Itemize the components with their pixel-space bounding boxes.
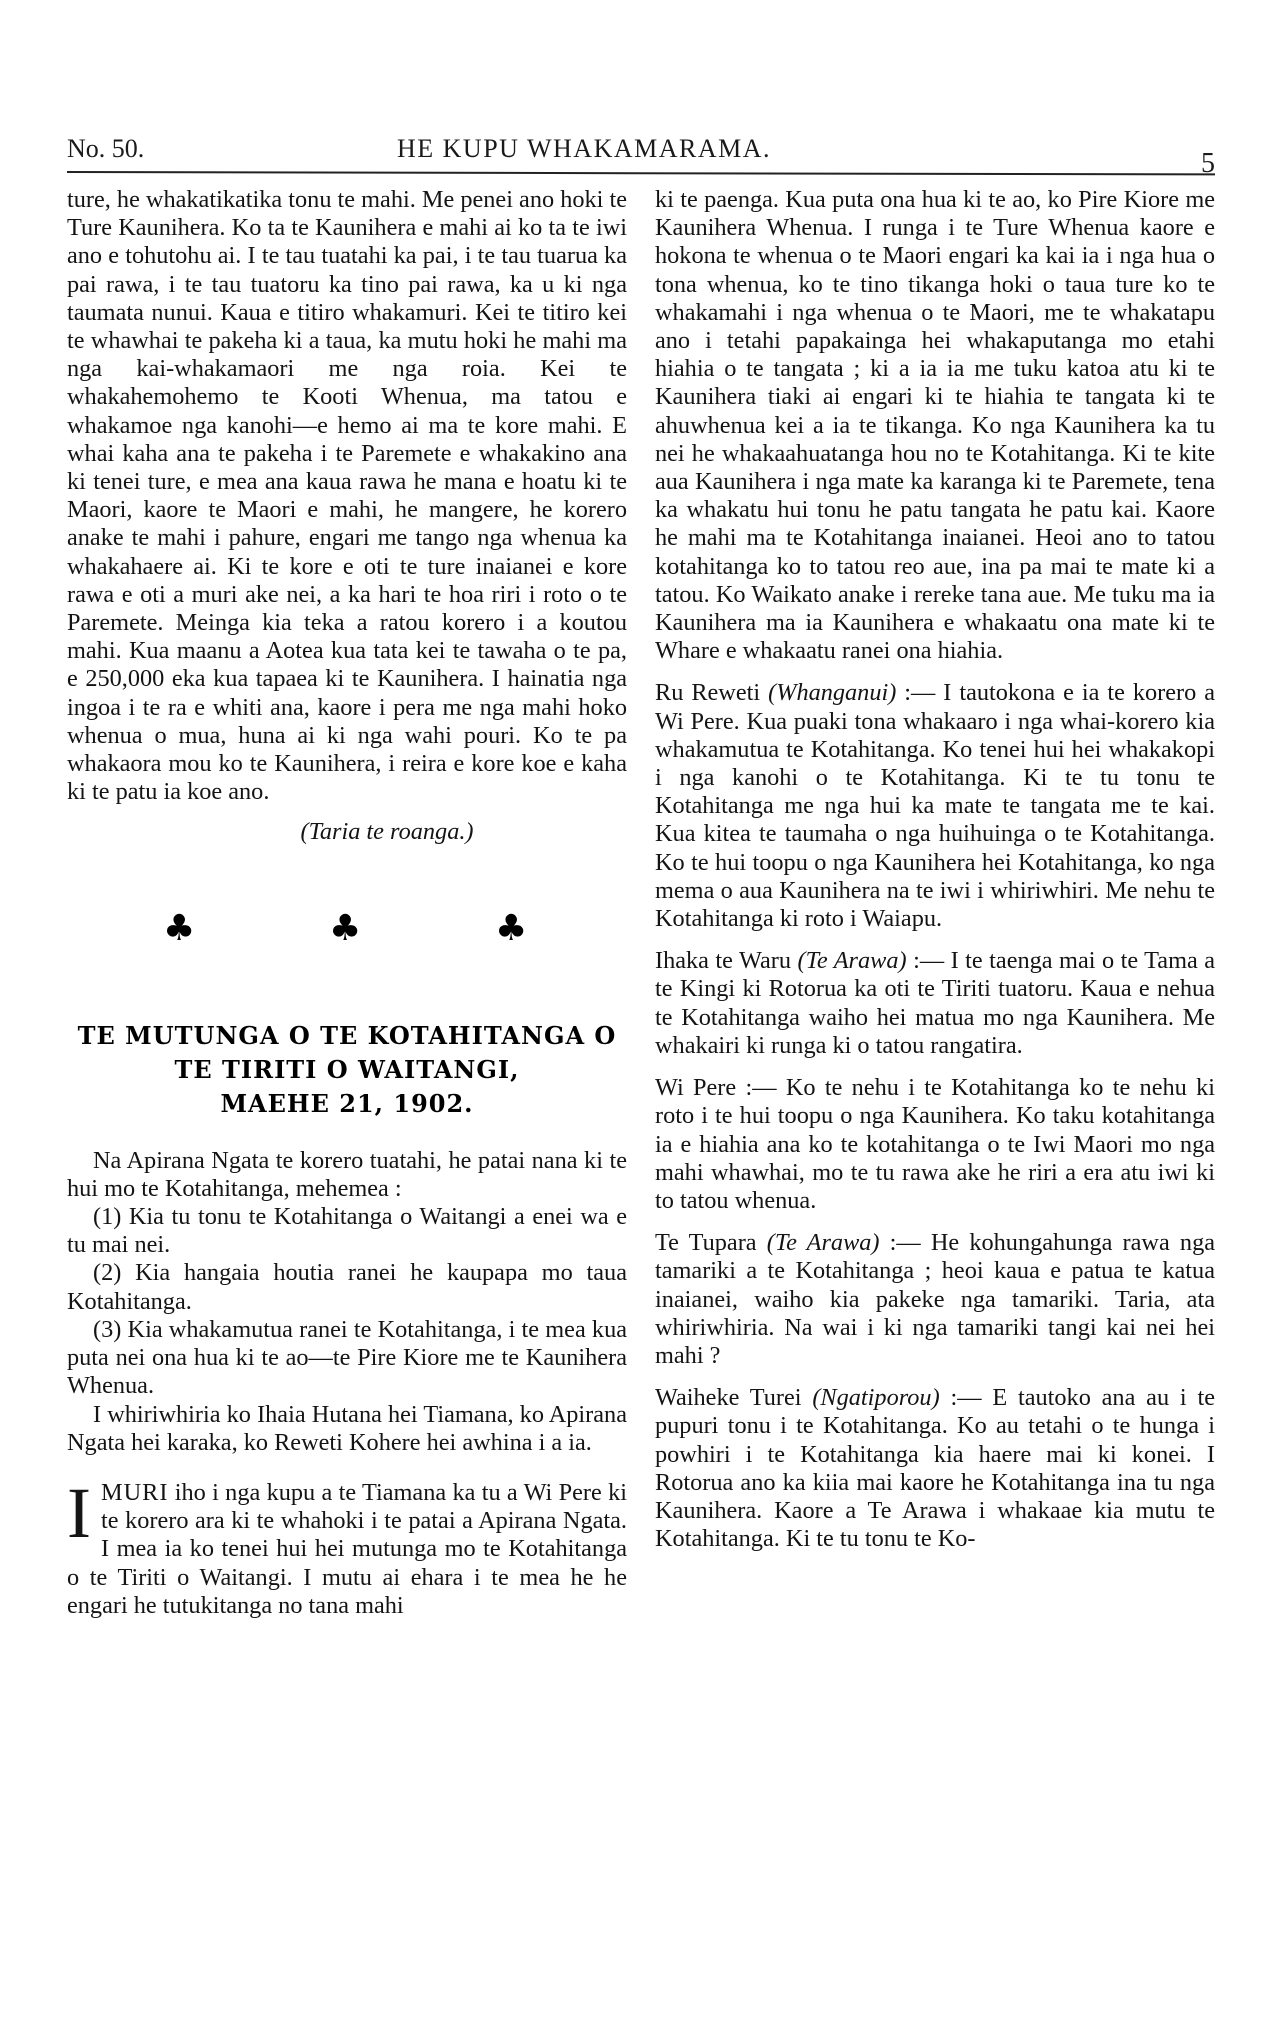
speech-text: I tautokona e ia te korero a Wi Pere. Kua puaki tona whakaaro i nga whai-korero kia whakamutua te Kotahitanga. Ko tenei hui hei whakakopi i nga kanohi o te Kotahitanga. Ki te tu tonu te Kotahitanga me nga hui ka mate te tangata me te kai. Kua kitea te taumaha o nga huihuinga o te Kotahitanga. Ko te hui toopu o nga Kaunihera hei Kotahitanga, ko nga mema o aua Kaunihera na te iwi i whiriwhiri. Me nehu te Kotahitanga ki roto i Waiapu. bbox=[655, 679, 1215, 933]
speaker-name: Waiheke Turei bbox=[655, 1384, 802, 1412]
clover-icon: ♣ bbox=[163, 907, 196, 949]
dropcap-paragraph bbox=[67, 1472, 627, 1620]
speaker-name: Ru Reweti bbox=[655, 679, 761, 707]
right-column bbox=[655, 186, 1215, 1553]
publication-title: HE KUPU WHAKAMARAMA. bbox=[397, 134, 772, 163]
page-number: 5 bbox=[1201, 148, 1215, 179]
speech-separator: :— bbox=[939, 1384, 993, 1412]
speaker-tribe: (Te Arawa) bbox=[766, 1229, 880, 1257]
headline-line: TE TIRITI O WAITANGI, bbox=[174, 1054, 520, 1084]
continuation-paragraph: ki te paenga. Kua puta ona hua ki te ao, ko Pire Kiore me Kaunihera Whenua. I runga i te Ture Whenua kaore e hokona te whenua o te Maori engari ka kai ia i nga hua o tona whenua, ko te tino tikanga hoki o taua ture ko te whakamahi i nga whenua o te Maori, me te whakatapu ano i tetahi papakainga hei whakaputanga mo etahi hiahia o te tangata ; ki a ia ia me tuku katoa atu ki te Kaunihera tiaki ai engari ki te hiahia te tangata ki te ahuwhenua kei a ia te tikanga. Ko nga Kaunihera ka tu nei he whakaahuatanga hou no te Kotahitanga. Ki te kite aua Kaunihera i nga mate ka karanga ki te Paremete, tena ka whakatu hui tonu he patu tangata he patu kai. Kaore he mahi ma te Kotahitanga inaianei. Heoi ano to tatou kotahitanga ko to tatou reo aue, ina pa mai te mate ki a tatou. Ko Waikato anake i rereke tana aue. Me tuku ma ia Kaunihera ma ia Kaunihera e whakaatu ona mate ki te Whare e whakaatu ranei ona hiahia. bbox=[655, 186, 1215, 665]
speech-separator: :— bbox=[879, 1229, 931, 1257]
question-item: (3) Kia whakamutua ranei te Kotahitanga, i te mea kua puta nei ona hua ki te ao—te Pire Kiore me te Kaunihera Whenua. bbox=[67, 1315, 627, 1400]
speaker-tribe: (Te Arawa) bbox=[797, 947, 907, 975]
question-item: (1) Kia tu tonu te Kotahitanga o Waitangi a enei wa e tu mai nei. bbox=[67, 1203, 627, 1259]
dropcap-lead-words: MURI bbox=[100, 1478, 169, 1506]
question-item: (2) Kia hangaia houtia ranei he kaupapa mo taua Kotahitanga. bbox=[67, 1259, 627, 1315]
intro-paragraph: Na Apirana Ngata te korero tuatahi, he patai nana ki te hui mo te Kotahitanga, mehemea : bbox=[67, 1146, 627, 1202]
speaker-name: Wi Pere bbox=[655, 1074, 737, 1102]
headline-line: MAEHE 21, 1902. bbox=[220, 1088, 474, 1118]
speech-paragraph bbox=[655, 679, 1215, 933]
speech-text: Ko te nehu i te Kotahitanga ko te nehu ki roto i te hui toopu o nga Kaunihera. Ko taku kotahitanga ia e hiahia ana ko te kotahitanga o te Iwi Maori mo nga mahi whawhai, mo te tu rawa ake he riri a era atu iwi ki to tatou whenua. bbox=[655, 1074, 1215, 1214]
clover-icon: ♣ bbox=[329, 907, 362, 949]
speaker-tribe: (Ngatiporou) bbox=[812, 1384, 940, 1412]
speech-paragraph bbox=[655, 947, 1215, 1060]
speech-separator: :— bbox=[736, 1074, 786, 1102]
issue-number: No. 50. bbox=[67, 134, 145, 163]
dropcap-paragraph-text: iho i nga kupu a te Tiamana ka tu a Wi Pere ki te korero ara ki te whahoki i te patai a Apirana Ngata. I mea ia ko tenei hui hei mutunga mo te Kotahitanga o te Tiriti o Waitangi. I mutu ai ehara i te mea he he engari he tutukitanga no tana mahi bbox=[67, 1478, 627, 1619]
speech-text: He kohungahunga rawa nga tamariki a te Kotahitanga ; heoi kaua e patua te katua inaianei, waiho kia pakeke nga tamariki. Taria, ata whiriwhiria. Na wai i ki nga tamariki tangi kai nei hei mahi ? bbox=[655, 1229, 1215, 1369]
speaker-name: Ihaka te Waru bbox=[655, 947, 792, 975]
clover-icon: ♣ bbox=[495, 907, 528, 949]
speaker-name: Te Tupara bbox=[655, 1229, 757, 1257]
drop-cap: I bbox=[67, 1472, 91, 1553]
speaker-tribe: (Whanganui) bbox=[768, 679, 897, 707]
ornament-row bbox=[67, 909, 627, 949]
speech-text: E tautoko ana au i te pupuri tonu i te Kotahitanga. Ko au tetahi o te hunga i powhiri i te Kotahitanga kia haere mai ki konei. I Rotorua ano ka kiia mai kaore he Kotahitanga ina tu nga Kaunihera. Kaore a Te Arawa i whakaae kia mutu te Kotahitanga. Ki te tu tonu te Ko- bbox=[655, 1384, 1215, 1553]
continuation-paragraph: ture, he whakatikatika tonu te mahi. Me penei ano hoki te Ture Kaunihera. Ko ta te Kaunihera e mahi ai ko ta te iwi ano e tohutohu ai. I te tau tuatahi ka pai, i te tau tuarua ka pai rawa, i te tau tuatoru ka tino pai rawa, ka u ki nga taumata nunui. Kaua e titiro whakamuri. Kei te titiro kei te whawhai te pakeha ki a taua, ka mutu hoki he mahi ma nga kai-whakamaori me nga roia. Kei te whakahemohemo te Kooti Whenua, ma tatou e whakamoe nga kanohi—e hemo ai ma te kore mahi. E whai kaha ana te pakeha i te Paremete e whakakino ana ki tenei ture, e mea ana kaua rawa he mana e hoatu ki te Maori, kaore te Maori e mahi, he mangere, he korero anake te mahi i pahure, engari me tango nga whenua ka whakahaere ai. Ki te kore e oti te ture inaianei e kore rawa e oti a muri ake nei, a ka hari te hoa riri i roto o te Paremete. Meinga kia teka a ratou korero i a koutou mahi. Kua maanu a Aotea kua tata kei te tawaha o te pa, e 250,000 eka kua tapaea ki te Kaunihera. I hainatia nga ingoa i te ra e whiti ana, kaore i pera me nga mahi hoko whenua o mua, huna ai ki nga wahi pouri. Ko te pa whakaora mou ko te Kaunihera, i reira e kore koe e kaha ki te patu ia koe ano. bbox=[67, 186, 628, 806]
left-column bbox=[67, 186, 627, 1620]
speech-paragraph bbox=[655, 1384, 1215, 1553]
running-head bbox=[67, 132, 1215, 179]
headline-line: TE MUTUNGA O TE KOTAHITANGA O bbox=[77, 1020, 617, 1050]
speech-paragraph bbox=[655, 1074, 1215, 1215]
speech-separator: :— bbox=[896, 679, 944, 707]
officers-paragraph: I whiriwhiria ko Ihaia Hutana hei Tiamana, ko Apirana Ngata hei karaka, ko Reweti Kohere hei awhina i a ia. bbox=[67, 1400, 627, 1456]
speech-separator: :— bbox=[906, 947, 951, 975]
speech-paragraph bbox=[655, 1229, 1215, 1370]
continued-note: (Taria te roanga.) bbox=[300, 818, 474, 846]
article-headline bbox=[67, 1019, 627, 1121]
speech-text: I te taenga mai o te Tama a te Kingi ki Rotorua ka oti te Tiriti tuatoru. Kaua e nehua te Kotahitanga waiho hei matua mo nga Kaunihera. Me whakairi ki runga ki o tatou rangatira. bbox=[655, 947, 1216, 1059]
